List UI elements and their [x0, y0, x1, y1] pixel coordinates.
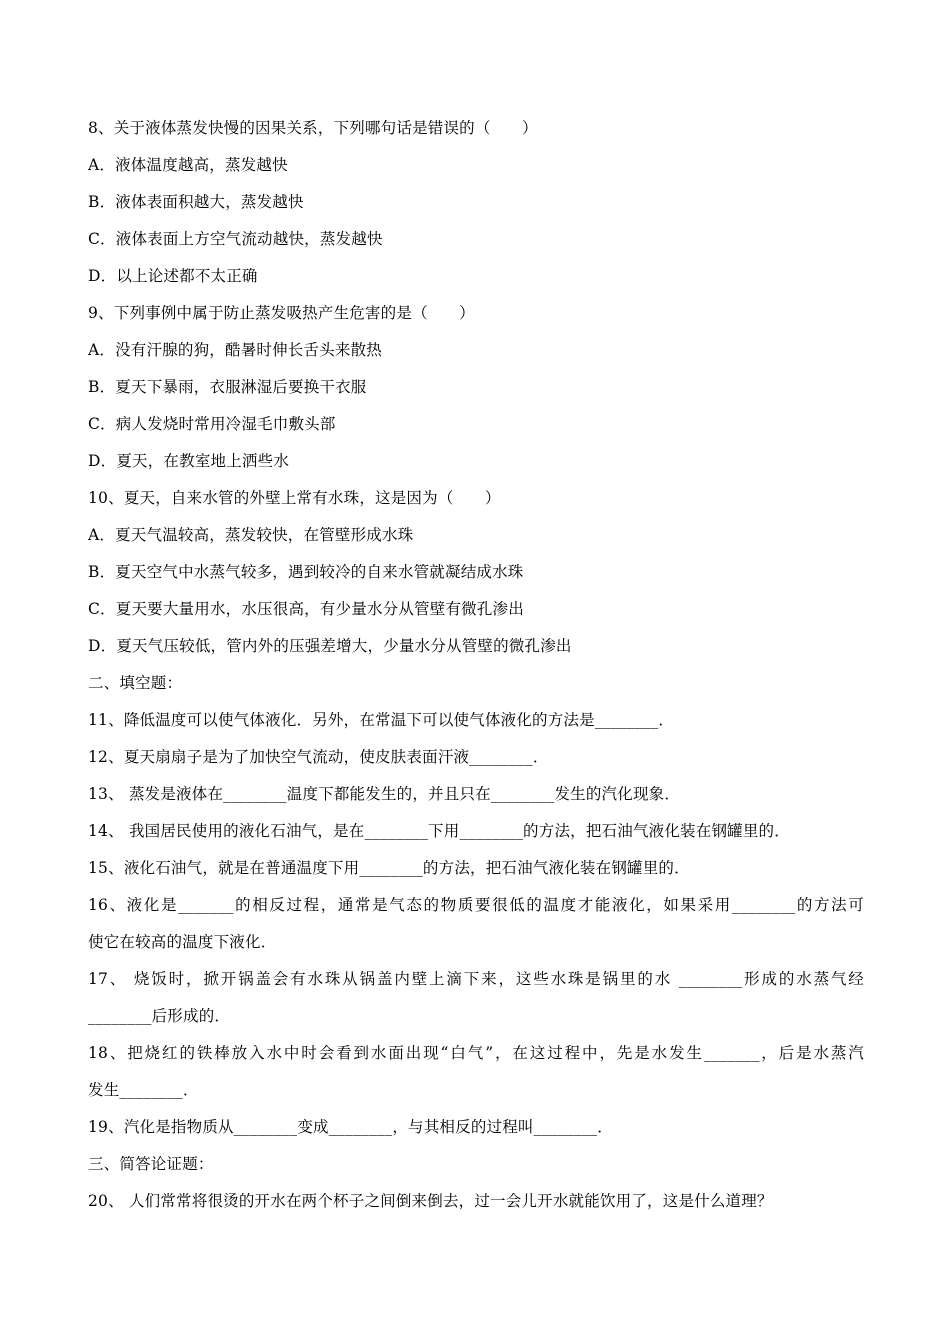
question-19: 19、汽化是指物质从________变成________，与其相反的过程叫________．	[88, 1118, 613, 1136]
question-9-option-b: B．夏天下暴雨，衣服淋湿后要换干衣服	[88, 378, 367, 396]
question-9-stem: 9、下列事例中属于防止蒸发吸热产生危害的是（ ）	[88, 304, 475, 322]
question-13: 13、 蒸发是液体在________温度下都能发生的，并且只在________发生的汽化现象．	[88, 785, 681, 803]
question-20: 20、 人们常常将很烫的开水在两个杯子之间倒来倒去，过一会儿开水就能饮用了，这是什么道理？	[88, 1192, 773, 1210]
question-17-line-1: 17、 烧饭时，掀开锅盖会有水珠从锅盖内壁上滴下来，这些水珠是锅里的水 ________形成的水蒸气经	[88, 970, 864, 988]
question-11: 11、降低温度可以使气体液化．另外，在常温下可以使气体液化的方法是________．	[88, 711, 675, 729]
question-9-option-d: D．夏天，在教室地上洒些水	[88, 452, 290, 470]
question-10-option-b: B．夏天空气中水蒸气较多，遇到较冷的自来水管就凝结成水珠	[88, 563, 524, 581]
question-18-line-2: 发生________．	[88, 1081, 199, 1099]
question-18-line-1: 18、把烧红的铁棒放入水中时会看到水面出现“白气”，在这过程中，先是水发生_______，后是水蒸汽	[88, 1044, 864, 1062]
question-8-option-a: A．液体温度越高，蒸发越快	[88, 156, 288, 174]
question-10-option-a: A．夏天气温较高，蒸发较快，在管壁形成水珠	[88, 526, 414, 544]
question-16-line-1: 16、液化是_______的相反过程，通常是气态的物质要很低的温度才能液化，如果采用________的方法可	[88, 896, 864, 914]
question-10-stem: 10、夏天，自来水管的外壁上常有水珠，这是因为（ ）	[88, 489, 501, 507]
section-fill-in-heading: 二、填空题：	[88, 674, 183, 692]
question-10-option-c: C．夏天要大量用水，水压很高，有少量水分从管壁有微孔渗出	[88, 600, 524, 618]
question-8-option-d: D．以上论述都不太正确	[88, 267, 258, 285]
question-8-option-c: C．液体表面上方空气流动越快，蒸发越快	[88, 230, 383, 248]
question-10-option-d: D．夏天气压较低，管内外的压强差增大，少量水分从管壁的微孔渗出	[88, 637, 572, 655]
question-9-option-a: A．没有汗腺的狗，酷暑时伸长舌头来散热	[88, 341, 382, 359]
question-14: 14、 我国居民使用的液化石油气，是在________下用________的方法，把石油气液化装在钢罐里的．	[88, 822, 790, 840]
section-short-answer-heading: 三、简答论证题：	[88, 1155, 214, 1173]
question-8-stem: 8、关于液体蒸发快慢的因果关系，下列哪句话是错误的（ ）	[88, 119, 538, 137]
question-17-line-2: ________后形成的．	[88, 1007, 231, 1025]
question-12: 12、夏天扇扇子是为了加快空气流动，使皮肤表面汗液________．	[88, 748, 549, 766]
question-15: 15、液化石油气，就是在普通温度下用________的方法，把石油气液化装在钢罐里的．	[88, 859, 690, 877]
question-8-option-b: B．液体表面积越大，蒸发越快	[88, 193, 304, 211]
question-16-line-2: 使它在较高的温度下液化．	[88, 933, 277, 951]
question-9-option-c: C．病人发烧时常用冷湿毛巾敷头部	[88, 415, 336, 433]
